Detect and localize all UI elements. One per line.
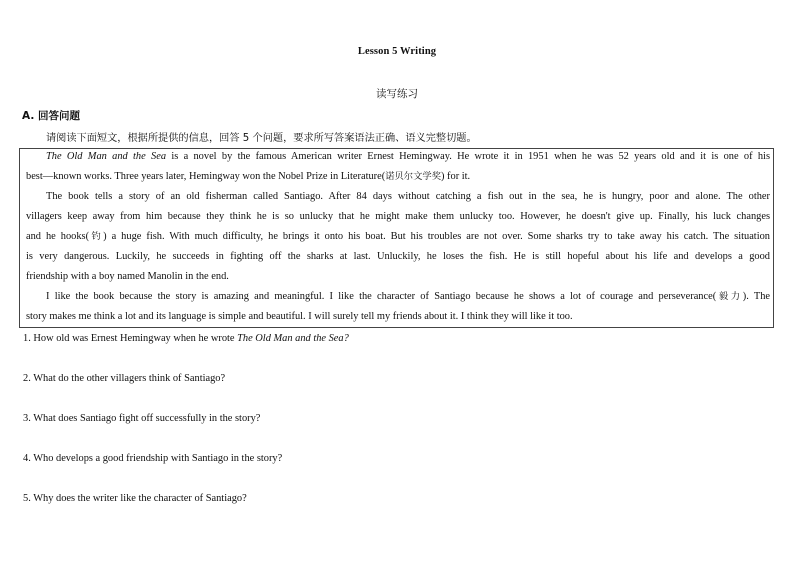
passage-text: ) for it. <box>441 171 471 182</box>
passage-line-7 <box>26 267 770 287</box>
chinese-gloss: 钓 <box>89 231 104 242</box>
chinese-gloss: 诺贝尔文学奖 <box>385 171 441 182</box>
chinese-gloss: 毅力 <box>716 291 743 302</box>
exercise-subtitle: 读写练习 <box>376 88 418 100</box>
passage-line-6 <box>26 247 770 267</box>
question-list <box>23 329 773 529</box>
question-1 <box>23 329 773 369</box>
novel-title-italic: The Old Man and the Sea <box>46 151 167 162</box>
question-text: 1. How old was Ernest Hemingway when he wrote <box>23 333 238 344</box>
question-4: 4. Who develops a good friendship with Santiago in the story? <box>23 453 283 464</box>
passage-line-4 <box>26 207 770 227</box>
lesson-title: Lesson 5 Writing <box>357 46 437 57</box>
passage-text: The book tells a story of an old fisherman called Santiago. After 84 days without catching a fish out in the sea, he is hungry, poor and alone. The other <box>46 191 770 202</box>
passage-text: ). The <box>742 291 770 302</box>
section-a-instruction: 请阅读下面短文，根据所提供的信息，回答 5 个问题，要求所写答案语法正确、语义完整切题。 <box>46 133 477 144</box>
question-italic-title: The Old Man and the Sea? <box>237 333 349 344</box>
passage-line-5 <box>26 227 770 247</box>
passage-line-2 <box>26 167 770 187</box>
passage-text: is a novel by the famous American writer Ernest Hemingway. He wrote it in 1951 when he was 52 years old and it is one of his <box>166 151 770 162</box>
passage-line-8 <box>46 287 770 307</box>
passage-text: and he hooks( <box>26 231 90 242</box>
passage-text: best—known works. Three years later, Hemingway won the Nobel Prize in Literature( <box>26 171 386 182</box>
passage-text: friendship with a boy named Manolin in the end. <box>26 271 229 282</box>
passage-line-9 <box>26 307 770 327</box>
passage-text: ) a huge fish. With much difficulty, he brings it onto his boat. But his troubles are not over. Some sharks try to take away his catch. The situation <box>103 231 770 242</box>
passage-text: is very dangerous. Luckily, he succeeds in fighting off the sharks at last. Unluckily, he loses the fish. He is still hopeful about his life and develops a good <box>26 251 770 262</box>
question-5: 5. Why does the writer like the character of Santiago? <box>23 493 247 504</box>
passage-text: villagers keep away from him because they think he is so unlucky that he might make them unlucky too. However, he doesn't give up. Finally, his luck changes <box>26 211 770 222</box>
section-a-heading: A. 回答问题 <box>22 110 80 122</box>
passage-line-3 <box>46 187 770 207</box>
passage-text: story makes me think a lot and its language is simple and beautiful. I will surely tell my friends about it. I think they will like it too. <box>26 311 573 322</box>
question-3: 3. What does Santiago fight off successfully in the story? <box>23 413 261 424</box>
question-2: 2. What do the other villagers think of Santiago? <box>23 373 226 384</box>
passage-line-1 <box>46 147 770 167</box>
passage-text: I like the book because the story is amazing and meaningful. I like the character of Santiago because he shows a lot of courage and perseverance( <box>46 291 717 302</box>
